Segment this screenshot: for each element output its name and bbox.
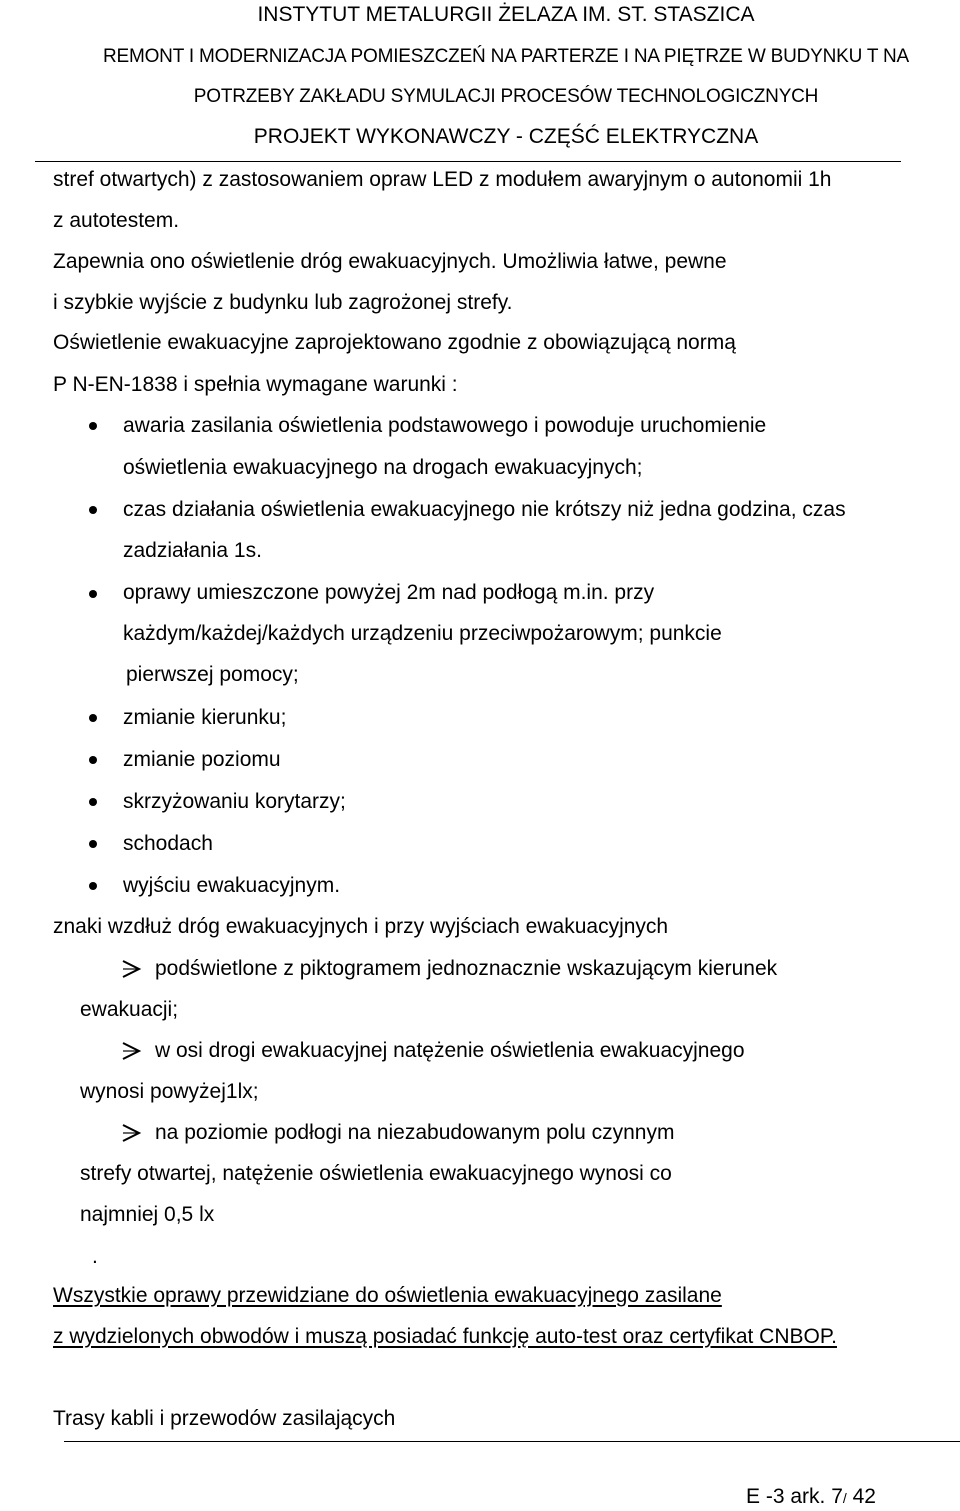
paragraph-text: znaki wzdłuż dróg ewakuacyjnych i przy wyjściach ewakuacyjnych — [53, 915, 669, 938]
arrow-bullet-icon — [120, 1041, 142, 1061]
bullet-icon — [89, 506, 97, 514]
paragraph-text: stref otwartych) z zastosowaniem opraw LED z modułem awaryjnym o autonomii 1h — [53, 168, 832, 191]
arrow-bullet-icon — [120, 959, 142, 979]
list-item-continuation: pierwszej pomocy; — [126, 663, 299, 686]
list-item: zmianie poziomu — [123, 748, 281, 771]
project-part: PROJEKT WYKONAWCZY - CZĘŚĆ ELEKTRYCZNA — [253, 125, 759, 148]
list-item: oprawy umieszczone powyżej 2m nad podłogą m.in. przy — [123, 581, 655, 604]
list-item: czas działania oświetlenia ewakuacyjnego nie krótszy niż jedna godzina, czas — [123, 498, 846, 521]
bullet-icon — [89, 798, 97, 806]
list-item-continuation: oświetlenia ewakuacyjnego na drogach ewakuacyjnych; — [123, 456, 643, 479]
section-title: Trasy kabli i przewodów zasilających — [53, 1407, 396, 1430]
list-item: wyjściu ewakuacyjnym. — [123, 874, 341, 897]
list-item-continuation: ewakuacji; — [80, 998, 179, 1021]
list-item-continuation: najmniej 0,5 lx — [80, 1203, 215, 1226]
bullet-icon — [89, 590, 97, 598]
paragraph-text: P N-EN-1838 i spełnia wymagane warunki : — [53, 373, 458, 396]
list-item: schodach — [123, 832, 213, 855]
footer-rule — [64, 1441, 960, 1442]
header-rule — [35, 161, 901, 162]
institute-name: INSTYTUT METALURGII ŻELAZA IM. ST. STASZICA — [257, 3, 755, 26]
list-item-continuation: wynosi powyżej1lx; — [80, 1080, 259, 1103]
arrow-bullet-icon — [120, 1123, 142, 1143]
sheet-code: E -3 ark. 7 — [746, 1485, 843, 1508]
paragraph-text: Zapewnia ono oświetlenie dróg ewakuacyjnych. Umożliwia łatwe, pewne — [53, 250, 727, 273]
page-number — [746, 1484, 876, 1511]
requirement-note: Wszystkie oprawy przewidziane do oświetlenia ewakuacyjnego zasilane — [53, 1284, 722, 1307]
list-item: podświetlone z piktogramem jednoznacznie wskazującym kierunek — [155, 957, 778, 980]
list-item: awaria zasilania oświetlenia podstawowego i powoduje uruchomienie — [123, 414, 767, 437]
bullet-icon — [89, 840, 97, 848]
bullet-icon — [89, 714, 97, 722]
bullet-icon — [89, 422, 97, 430]
project-title-line-1: REMONT I MODERNIZACJA POMIESZCZEŃ NA PARTERZE I NA PIĘTRZE W BUDYNKU T NA — [102, 46, 910, 67]
list-item: zmianie kierunku; — [123, 706, 287, 729]
paragraph-text: Oświetlenie ewakuacyjne zaprojektowano zgodnie z obowiązującą normą — [53, 331, 736, 354]
list-item: w osi drogi ewakuacyjnej natężenie oświetlenia ewakuacyjnego — [155, 1039, 745, 1062]
paragraph-text: z autotestem. — [53, 209, 180, 232]
bullet-icon — [89, 882, 97, 890]
paragraph-text: i szybkie wyjście z budynku lub zagrożonej strefy. — [53, 291, 513, 314]
list-item: na poziomie podłogi na niezabudowanym polu czynnym — [155, 1121, 675, 1144]
project-title-line-2: POTRZEBY ZAKŁADU SYMULACJI PROCESÓW TECHNOLOGICZNYCH — [193, 86, 819, 107]
total-pages: 42 — [846, 1485, 876, 1508]
stray-dot: . — [92, 1245, 98, 1268]
requirement-note: z wydzielonych obwodów i muszą posiadać funkcję auto-test oraz certyfikat CNBOP. — [53, 1325, 837, 1348]
bullet-icon — [89, 756, 97, 764]
list-item: skrzyżowaniu korytarzy; — [123, 790, 346, 813]
page-separator: / — [842, 1490, 847, 1506]
list-item-continuation: zadziałania 1s. — [123, 539, 262, 562]
list-item-continuation: strefy otwartej, natężenie oświetlenia ewakuacyjnego wynosi co — [80, 1162, 672, 1185]
list-item-continuation: każdym/każdej/każdych urządzeniu przeciwpożarowym; punkcie — [123, 622, 722, 645]
